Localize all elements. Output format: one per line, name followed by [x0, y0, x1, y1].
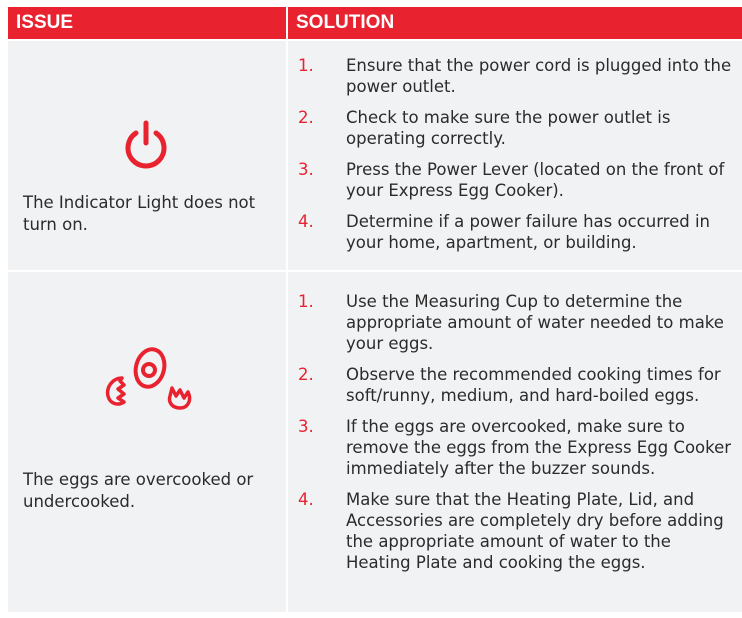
power-icon	[120, 119, 172, 171]
step-number: 1.	[298, 56, 314, 75]
solution-list	[298, 55, 736, 253]
solution-step	[298, 55, 736, 97]
solution-column-header: SOLUTION	[296, 12, 395, 33]
step-number: 4.	[298, 490, 314, 509]
step-text: Press the Power Lever (located on the front of your Express Egg Cooker).	[346, 160, 725, 200]
solution-step	[298, 211, 736, 253]
step-text: Use the Measuring Cup to determine the appropriate amount of water needed to make your eggs.	[346, 292, 724, 353]
step-text: Determine if a power failure has occurred in your home, apartment, or building.	[346, 212, 711, 252]
solution-step	[298, 291, 736, 354]
step-number: 4.	[298, 212, 314, 231]
issue-text: The eggs are overcooked or undercooked.	[23, 470, 254, 511]
issue-cell	[8, 272, 288, 612]
issue-cell	[8, 41, 288, 270]
issue-column-header: ISSUE	[8, 7, 288, 39]
solution-step	[298, 416, 736, 479]
table-row	[8, 270, 742, 612]
step-number: 2.	[298, 108, 314, 127]
solution-step	[298, 364, 736, 406]
step-text: If the eggs are overcooked, make sure to remove the eggs from the Express Egg Cooker immediately after the buzzer sounds.	[346, 417, 732, 478]
solution-cell	[288, 41, 742, 270]
solution-cell	[288, 272, 742, 612]
troubleshooting-table	[8, 7, 742, 612]
cracked-egg-icon	[98, 342, 198, 412]
step-number: 2.	[298, 365, 314, 384]
table-header	[8, 7, 742, 39]
issue-text: The Indicator Light does not turn on.	[23, 193, 256, 234]
step-text: Check to make sure the power outlet is operating correctly.	[346, 108, 671, 148]
solution-step	[298, 107, 736, 149]
solution-step	[298, 159, 736, 201]
solution-list	[298, 291, 736, 573]
step-number: 3.	[298, 160, 314, 179]
step-text: Make sure that the Heating Plate, Lid, and Accessories are completely dry before adding the appropriate amount of water to the Heating Plate and cooking the eggs.	[346, 490, 724, 572]
step-text: Ensure that the power cord is plugged into the power outlet.	[346, 56, 732, 96]
step-number: 3.	[298, 417, 314, 436]
step-text: Observe the recommended cooking times for soft/runny, medium, and hard-boiled eggs.	[346, 365, 721, 405]
solution-step	[298, 489, 736, 573]
step-number: 1.	[298, 292, 314, 311]
table-row	[8, 39, 742, 270]
